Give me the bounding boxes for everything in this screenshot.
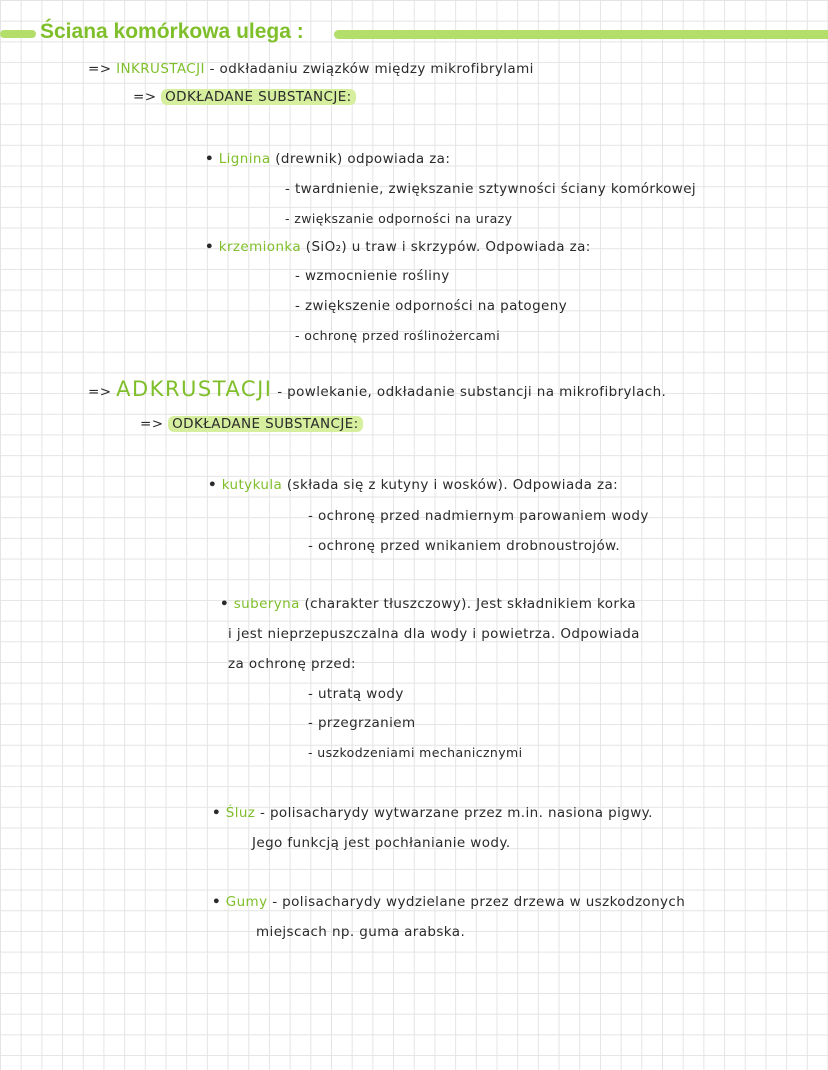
- lignina-desc: (drewnik) odpowiada za:: [275, 151, 451, 167]
- list-item: - uszkodzeniami mechanicznymi: [308, 745, 523, 760]
- gumy-name: Gumy: [225, 894, 268, 910]
- list-item: - ochronę przed nadmiernym parowaniem wody: [308, 508, 649, 524]
- lignina-line: [205, 150, 450, 168]
- suberyna-desc: (charakter tłuszczowy). Jest składnikiem korka: [304, 596, 636, 612]
- list-item: - zwiększenie odporności na patogeny: [295, 298, 568, 314]
- sub-heading-label: ODKŁADANE SUBSTANCJE:: [168, 416, 362, 432]
- suberyna-name: suberyna: [233, 596, 300, 612]
- suberyna-line: [220, 595, 636, 613]
- page-title: Ściana komórkowa ulega :: [40, 20, 304, 43]
- inkrustacja-label: INKRUSTACJI: [116, 61, 205, 77]
- gumy-desc: - polisacharydy wydzielane przez drzewa w uszkodzonych: [272, 894, 686, 910]
- list-item: - wzmocnienie rośliny: [295, 268, 450, 284]
- bullet: •: [212, 894, 222, 910]
- list-item: - zwiększanie odporności na urazy: [285, 211, 513, 226]
- sluz-name: Śluz: [225, 805, 256, 821]
- adkrustacja-label: ADKRUSTACJI: [116, 377, 273, 401]
- inkrustacja-desc: - odkładaniu związków między mikrofibrylami: [209, 61, 534, 77]
- gumy-line-2: miejscach np. guma arabska.: [256, 924, 466, 940]
- list-item: - utratą wody: [308, 686, 404, 702]
- list-item: - ochronę przed roślinożercami: [295, 328, 501, 343]
- adkrustacja-sub-heading: [140, 415, 363, 433]
- arrow: =>: [140, 416, 164, 432]
- kutykula-name: kutykula: [221, 477, 283, 493]
- lignina-name: Lignina: [218, 151, 271, 167]
- list-item: - przegrzaniem: [308, 715, 416, 731]
- sluz-desc: - polisacharydy wytwarzane przez m.in. nasiona pigwy.: [260, 805, 653, 821]
- krzemionka-line: [205, 238, 591, 256]
- arrow: =>: [88, 384, 112, 400]
- list-item: - twardnienie, zwiększanie sztywności ściany komórkowej: [285, 181, 697, 197]
- kutykula-desc: (składa się z kutyny i wosków). Odpowiada za:: [286, 477, 619, 493]
- bullet: •: [208, 477, 218, 493]
- sluz-line: [212, 804, 653, 822]
- suberyna-line-2: i jest nieprzepuszczalna dla wody i powietrza. Odpowiada: [228, 626, 640, 642]
- title-bar-left: [0, 30, 36, 38]
- arrow: =>: [88, 61, 112, 77]
- bullet: •: [205, 239, 215, 255]
- gumy-line: [212, 893, 685, 911]
- inkrustacja-sub-heading: [133, 88, 356, 106]
- adkrustacja-line: [88, 377, 667, 401]
- krzemionka-desc: (SiO₂) u traw i skrzypów. Odpowiada za:: [305, 239, 591, 255]
- krzemionka-name: krzemionka: [218, 239, 302, 255]
- bullet: •: [205, 151, 215, 167]
- suberyna-line-3: za ochronę przed:: [228, 656, 356, 672]
- inkrustacja-line: [88, 60, 534, 78]
- adkrustacja-desc: - powlekanie, odkładanie substancji na mikrofibrylach.: [277, 384, 667, 400]
- bullet: •: [212, 805, 222, 821]
- bullet: •: [220, 596, 230, 612]
- sub-heading-label: ODKŁADANE SUBSTANCJE:: [161, 89, 355, 105]
- title-bar-right: [334, 30, 828, 39]
- sluz-line-2: Jego funkcją jest pochłanianie wody.: [252, 835, 511, 851]
- list-item: - ochronę przed wnikaniem drobnoustrojów.: [308, 538, 621, 554]
- kutykula-line: [208, 476, 618, 494]
- arrow: =>: [133, 89, 157, 105]
